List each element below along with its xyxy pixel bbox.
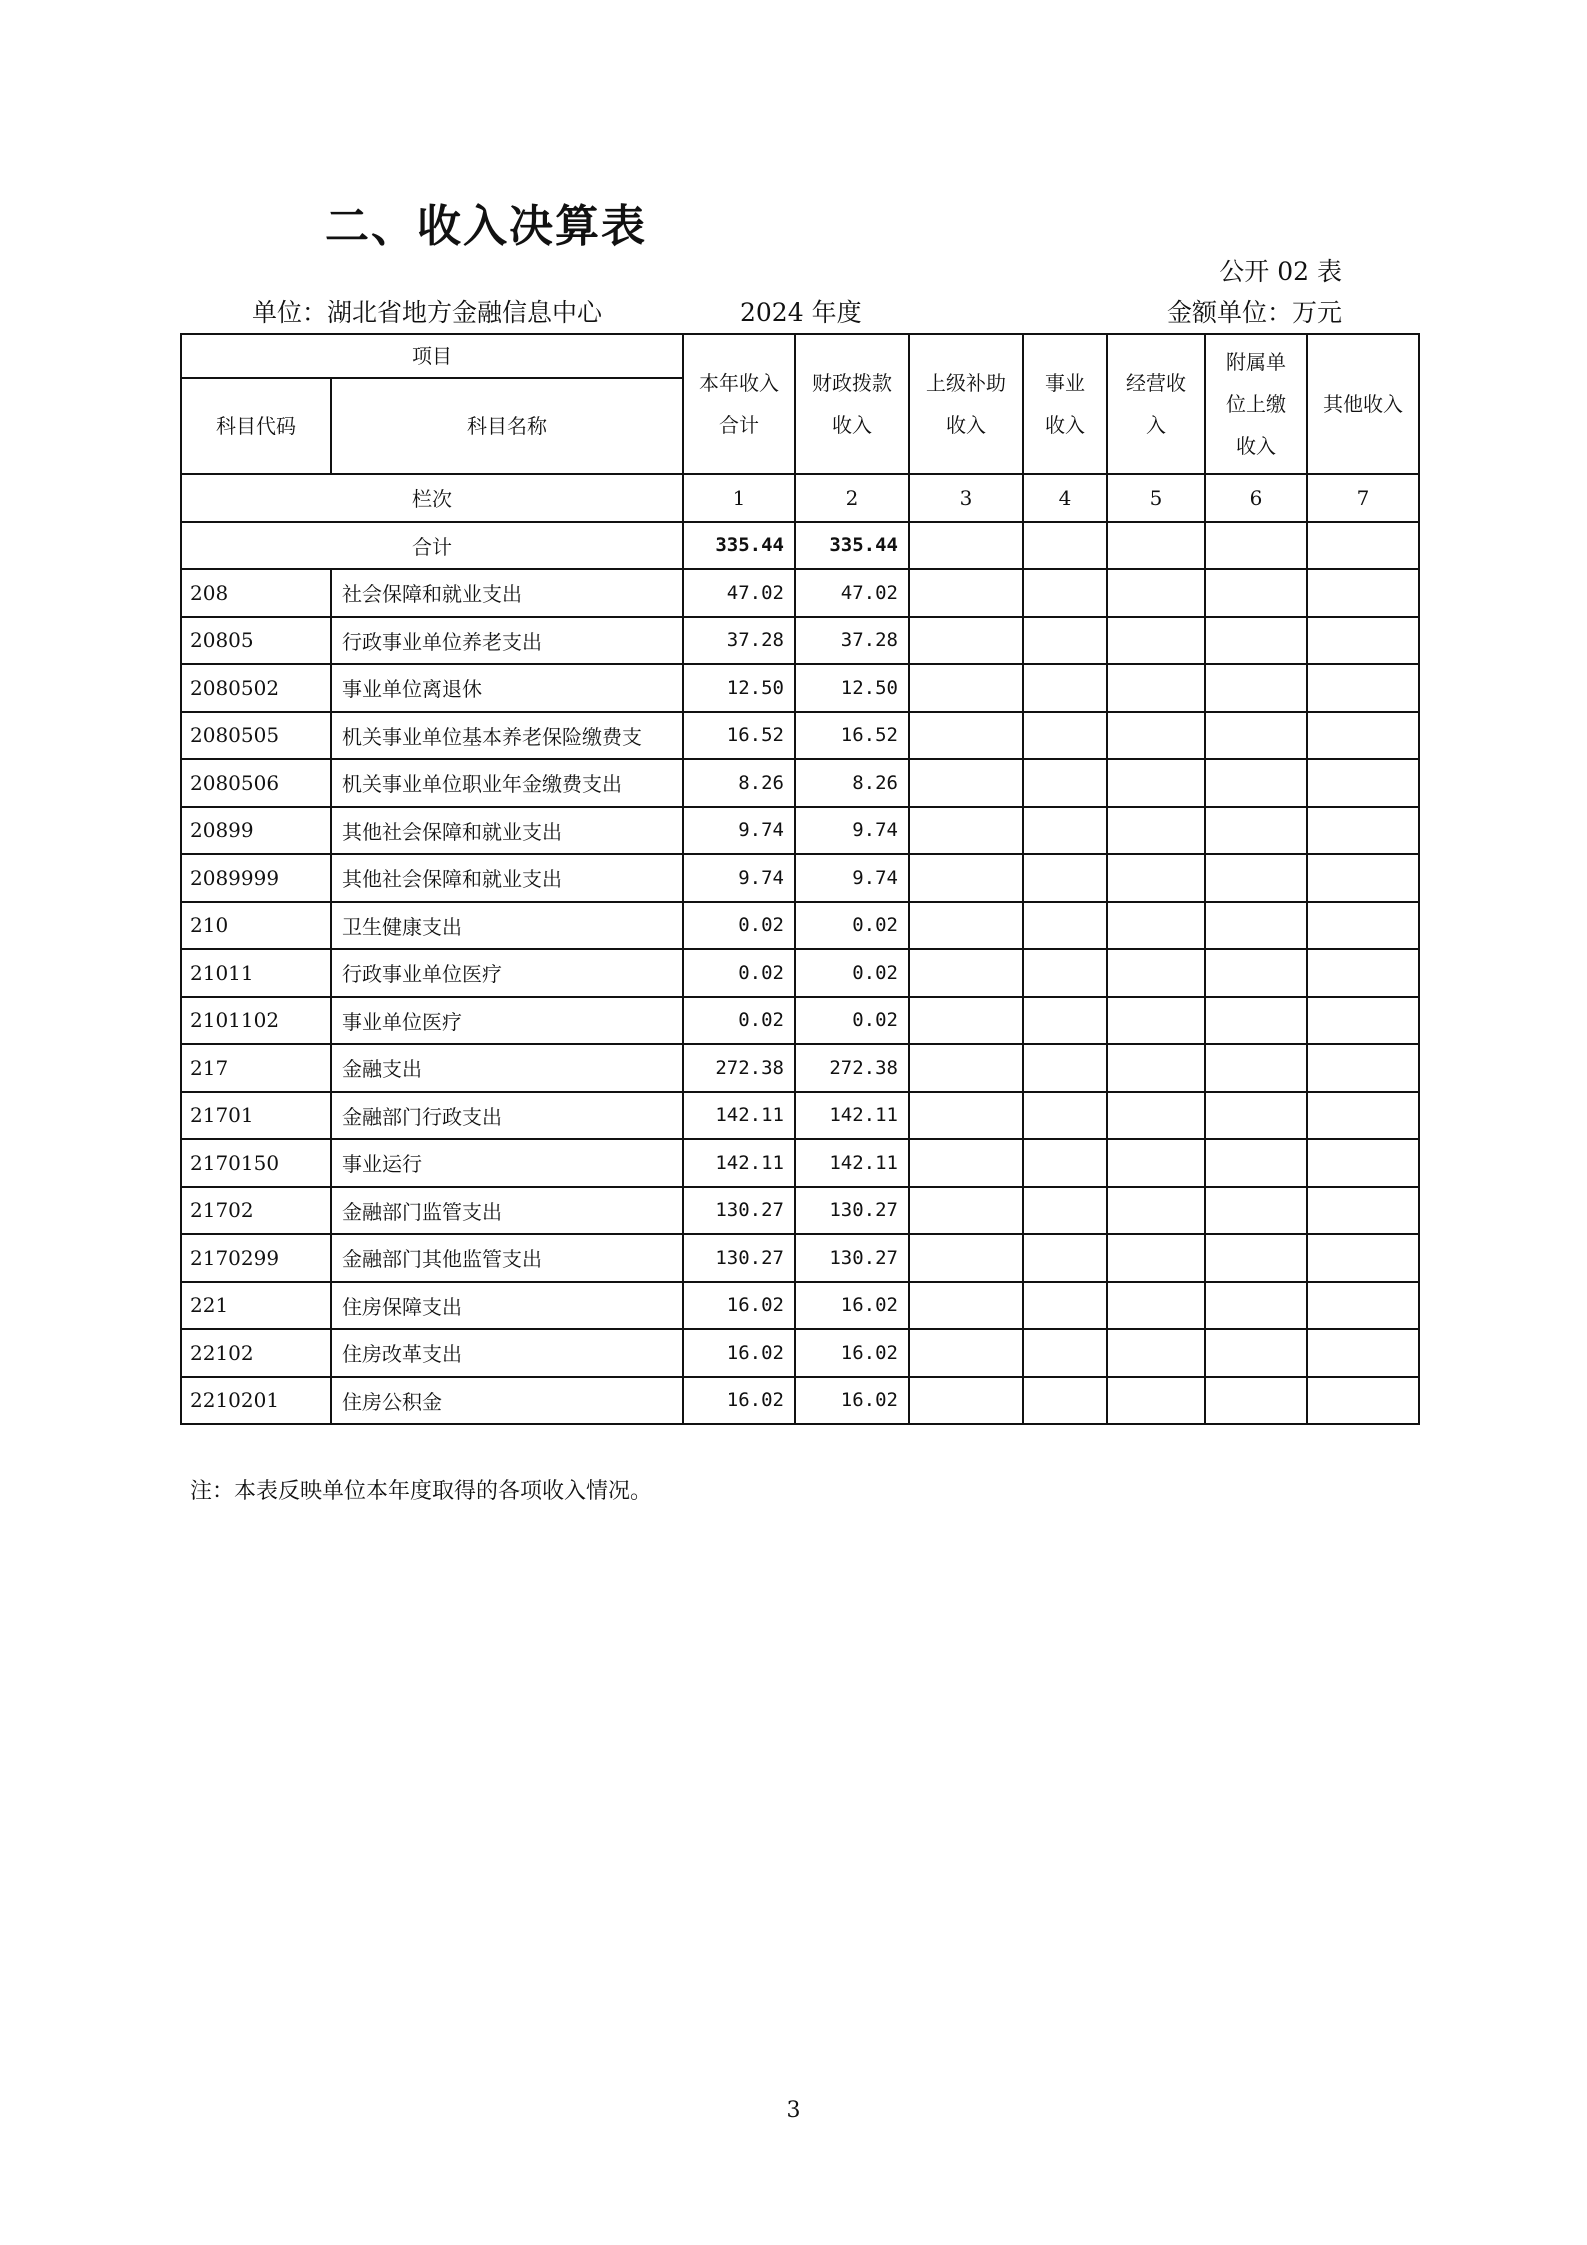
fiscal-income-cell: 37.28 [795, 617, 909, 665]
empty-cell [909, 1377, 1023, 1425]
empty-cell [1107, 902, 1205, 950]
column-index-row [181, 474, 1419, 522]
header-line: 收入 [1045, 413, 1085, 437]
header-line: 附属单 [1226, 350, 1286, 374]
empty-cell [1205, 1044, 1307, 1092]
empty-cell [1205, 759, 1307, 807]
header-business-income [1023, 334, 1107, 474]
empty-cell [1023, 1092, 1107, 1140]
header-line: 经营收 [1126, 371, 1186, 395]
empty-cell [1107, 759, 1205, 807]
empty-cell [1307, 949, 1419, 997]
empty-cell [1107, 1234, 1205, 1282]
code-cell: 2170150 [181, 1139, 331, 1187]
empty-cell [1205, 1092, 1307, 1140]
fiscal-income-cell: 16.02 [795, 1377, 909, 1425]
table-row [181, 949, 1419, 997]
header-item: 项目 [181, 334, 683, 378]
empty-cell [1107, 949, 1205, 997]
table-row [181, 1139, 1419, 1187]
table-number: 公开 02 表 [1219, 257, 1342, 286]
total-income-cell: 142.11 [683, 1139, 795, 1187]
empty-cell [909, 617, 1023, 665]
empty-cell [1307, 1139, 1419, 1187]
empty-cell [909, 1187, 1023, 1235]
name-cell: 机关事业单位职业年金缴费支出 [331, 759, 683, 807]
empty-cell [909, 1044, 1023, 1092]
empty-cell [909, 807, 1023, 855]
empty-cell [1307, 1044, 1419, 1092]
empty-cell [1307, 1234, 1419, 1282]
empty-cell [1205, 807, 1307, 855]
table-row [181, 1187, 1419, 1235]
name-cell: 社会保障和就业支出 [331, 569, 683, 617]
code-cell: 20899 [181, 807, 331, 855]
fiscal-income-cell: 9.74 [795, 854, 909, 902]
empty-cell [1107, 1329, 1205, 1377]
empty-cell [1023, 759, 1107, 807]
total-income-cell: 0.02 [683, 997, 795, 1045]
empty-cell [1107, 1187, 1205, 1235]
header-total-income [683, 334, 795, 474]
total-income-cell: 9.74 [683, 807, 795, 855]
empty-cell [1307, 569, 1419, 617]
page-number: 3 [786, 2098, 801, 2123]
header-line: 收入 [832, 413, 872, 437]
column-index: 2 [795, 474, 909, 522]
empty-cell [1107, 997, 1205, 1045]
empty-cell [1205, 902, 1307, 950]
empty-cell [1023, 1377, 1107, 1425]
fiscal-income-cell: 12.50 [795, 664, 909, 712]
empty-cell [909, 997, 1023, 1045]
table-row [181, 617, 1419, 665]
column-index: 6 [1205, 474, 1307, 522]
header-operating-income [1107, 334, 1205, 474]
column-index: 5 [1107, 474, 1205, 522]
empty-cell [1307, 759, 1419, 807]
name-cell: 行政事业单位养老支出 [331, 617, 683, 665]
empty-cell [1307, 1187, 1419, 1235]
name-cell: 金融支出 [331, 1044, 683, 1092]
empty-cell [909, 1329, 1023, 1377]
empty-cell [1107, 807, 1205, 855]
empty-cell [909, 569, 1023, 617]
header-other-income: 其他收入 [1307, 334, 1419, 474]
header-line: 收入 [946, 413, 986, 437]
empty-cell [1023, 1187, 1107, 1235]
column-index: 3 [909, 474, 1023, 522]
code-cell: 208 [181, 569, 331, 617]
empty-cell [1307, 664, 1419, 712]
table-note: 注：本表反映单位本年度取得的各项收入情况。 [190, 1479, 653, 1504]
income-table [180, 333, 1420, 1425]
total-label: 合计 [181, 522, 683, 570]
empty-cell [1023, 1044, 1107, 1092]
fiscal-income-cell: 142.11 [795, 1092, 909, 1140]
empty-cell [1307, 854, 1419, 902]
empty-cell [1205, 1282, 1307, 1330]
fiscal-income-cell: 0.02 [795, 902, 909, 950]
empty-cell [1205, 569, 1307, 617]
header-line: 收入 [1236, 434, 1276, 458]
total-income-cell: 335.44 [683, 522, 795, 570]
table-row [181, 1044, 1419, 1092]
code-cell: 21701 [181, 1092, 331, 1140]
fiscal-income-cell: 16.02 [795, 1282, 909, 1330]
empty-cell [1205, 522, 1307, 570]
fiscal-income-cell: 47.02 [795, 569, 909, 617]
code-cell: 2080505 [181, 712, 331, 760]
empty-cell [1107, 1377, 1205, 1425]
total-income-cell: 272.38 [683, 1044, 795, 1092]
header-affiliated-income [1205, 334, 1307, 474]
code-cell: 2210201 [181, 1377, 331, 1425]
empty-cell [1107, 664, 1205, 712]
fiscal-income-cell: 130.27 [795, 1234, 909, 1282]
empty-cell [1205, 997, 1307, 1045]
empty-cell [909, 664, 1023, 712]
empty-cell [1023, 902, 1107, 950]
table-row [181, 1092, 1419, 1140]
name-cell: 其他社会保障和就业支出 [331, 807, 683, 855]
fiscal-income-cell: 16.52 [795, 712, 909, 760]
empty-cell [1307, 1329, 1419, 1377]
table-row [181, 807, 1419, 855]
column-index: 7 [1307, 474, 1419, 522]
name-cell: 事业单位离退休 [331, 664, 683, 712]
table-row [181, 1282, 1419, 1330]
empty-cell [1205, 854, 1307, 902]
total-income-cell: 37.28 [683, 617, 795, 665]
empty-cell [1205, 1329, 1307, 1377]
code-cell: 210 [181, 902, 331, 950]
total-income-cell: 130.27 [683, 1234, 795, 1282]
header-line: 合计 [719, 413, 759, 437]
name-cell: 金融部门监管支出 [331, 1187, 683, 1235]
empty-cell [1307, 902, 1419, 950]
empty-cell [909, 949, 1023, 997]
empty-cell [1107, 617, 1205, 665]
header-code: 科目代码 [181, 378, 331, 474]
empty-cell [1107, 712, 1205, 760]
column-index-label: 栏次 [181, 474, 683, 522]
table-row [181, 569, 1419, 617]
total-income-cell: 0.02 [683, 902, 795, 950]
page-title: 二、收入决算表 [325, 201, 647, 252]
code-cell: 2170299 [181, 1234, 331, 1282]
empty-cell [1205, 712, 1307, 760]
empty-cell [909, 712, 1023, 760]
empty-cell [1107, 569, 1205, 617]
code-cell: 2101102 [181, 997, 331, 1045]
header-line: 入 [1146, 413, 1166, 437]
code-cell: 217 [181, 1044, 331, 1092]
empty-cell [1107, 1139, 1205, 1187]
table-row [181, 664, 1419, 712]
empty-cell [909, 1234, 1023, 1282]
name-cell: 机关事业单位基本养老保险缴费支 [331, 712, 683, 760]
header-name: 科目名称 [331, 378, 683, 474]
empty-cell [909, 1282, 1023, 1330]
empty-cell [1023, 1234, 1107, 1282]
empty-cell [1023, 569, 1107, 617]
code-cell: 2080506 [181, 759, 331, 807]
code-cell: 21011 [181, 949, 331, 997]
column-index: 1 [683, 474, 795, 522]
empty-cell [1307, 1092, 1419, 1140]
empty-cell [1205, 1187, 1307, 1235]
reporting-unit: 单位：湖北省地方金融信息中心 [252, 298, 603, 327]
empty-cell [1023, 712, 1107, 760]
empty-cell [1107, 1282, 1205, 1330]
empty-cell [909, 522, 1023, 570]
total-income-cell: 47.02 [683, 569, 795, 617]
empty-cell [1023, 854, 1107, 902]
code-cell: 22102 [181, 1329, 331, 1377]
total-income-cell: 0.02 [683, 949, 795, 997]
table-row [181, 1377, 1419, 1425]
fiscal-income-cell: 142.11 [795, 1139, 909, 1187]
total-income-cell: 16.02 [683, 1377, 795, 1425]
total-income-cell: 12.50 [683, 664, 795, 712]
empty-cell [1107, 1092, 1205, 1140]
fiscal-income-cell: 8.26 [795, 759, 909, 807]
name-cell: 金融部门行政支出 [331, 1092, 683, 1140]
header-line: 本年收入 [699, 371, 779, 395]
name-cell: 金融部门其他监管支出 [331, 1234, 683, 1282]
code-cell: 221 [181, 1282, 331, 1330]
name-cell: 其他社会保障和就业支出 [331, 854, 683, 902]
total-income-cell: 9.74 [683, 854, 795, 902]
empty-cell [1307, 1377, 1419, 1425]
empty-cell [1023, 617, 1107, 665]
empty-cell [1107, 1044, 1205, 1092]
name-cell: 事业单位医疗 [331, 997, 683, 1045]
header-superior-subsidy [909, 334, 1023, 474]
name-cell: 住房保障支出 [331, 1282, 683, 1330]
total-fiscal-cell: 335.44 [795, 522, 909, 570]
empty-cell [1307, 807, 1419, 855]
header-fiscal-income [795, 334, 909, 474]
fiscal-income-cell: 16.02 [795, 1329, 909, 1377]
empty-cell [1205, 664, 1307, 712]
empty-cell [1023, 807, 1107, 855]
table-row [181, 759, 1419, 807]
table-row [181, 712, 1419, 760]
empty-cell [1205, 1139, 1307, 1187]
empty-cell [1307, 712, 1419, 760]
table-row [181, 902, 1419, 950]
empty-cell [1307, 522, 1419, 570]
empty-cell [1023, 1139, 1107, 1187]
header-line: 事业 [1045, 371, 1085, 395]
header-line: 财政拨款 [812, 371, 892, 395]
header-line: 位上缴 [1226, 392, 1286, 416]
fiscal-income-cell: 272.38 [795, 1044, 909, 1092]
column-index: 4 [1023, 474, 1107, 522]
table-row [181, 1329, 1419, 1377]
name-cell: 事业运行 [331, 1139, 683, 1187]
empty-cell [1023, 997, 1107, 1045]
empty-cell [1023, 522, 1107, 570]
total-income-cell: 16.02 [683, 1329, 795, 1377]
empty-cell [1205, 1234, 1307, 1282]
empty-cell [1023, 949, 1107, 997]
name-cell: 行政事业单位医疗 [331, 949, 683, 997]
name-cell: 卫生健康支出 [331, 902, 683, 950]
empty-cell [1023, 1329, 1107, 1377]
total-income-cell: 16.52 [683, 712, 795, 760]
empty-cell [1307, 617, 1419, 665]
empty-cell [1107, 854, 1205, 902]
header-line: 上级补助 [926, 371, 1006, 395]
fiscal-income-cell: 0.02 [795, 997, 909, 1045]
table-row [181, 854, 1419, 902]
total-row [181, 522, 1419, 570]
empty-cell [1307, 1282, 1419, 1330]
name-cell: 住房公积金 [331, 1377, 683, 1425]
total-income-cell: 8.26 [683, 759, 795, 807]
total-income-cell: 142.11 [683, 1092, 795, 1140]
table-row [181, 1234, 1419, 1282]
empty-cell [909, 759, 1023, 807]
amount-unit: 金额单位：万元 [1166, 298, 1342, 327]
code-cell: 20805 [181, 617, 331, 665]
code-cell: 2089999 [181, 854, 331, 902]
empty-cell [909, 902, 1023, 950]
name-cell: 住房改革支出 [331, 1329, 683, 1377]
fiscal-income-cell: 0.02 [795, 949, 909, 997]
empty-cell [1023, 1282, 1107, 1330]
total-income-cell: 130.27 [683, 1187, 795, 1235]
fiscal-year: 2024 年度 [740, 298, 862, 327]
fiscal-income-cell: 9.74 [795, 807, 909, 855]
empty-cell [1107, 522, 1205, 570]
empty-cell [909, 1139, 1023, 1187]
code-cell: 2080502 [181, 664, 331, 712]
table-row [181, 997, 1419, 1045]
empty-cell [1205, 617, 1307, 665]
total-income-cell: 16.02 [683, 1282, 795, 1330]
fiscal-income-cell: 130.27 [795, 1187, 909, 1235]
empty-cell [909, 854, 1023, 902]
empty-cell [1023, 664, 1107, 712]
empty-cell [909, 1092, 1023, 1140]
empty-cell [1307, 997, 1419, 1045]
empty-cell [1205, 949, 1307, 997]
code-cell: 21702 [181, 1187, 331, 1235]
empty-cell [1205, 1377, 1307, 1425]
